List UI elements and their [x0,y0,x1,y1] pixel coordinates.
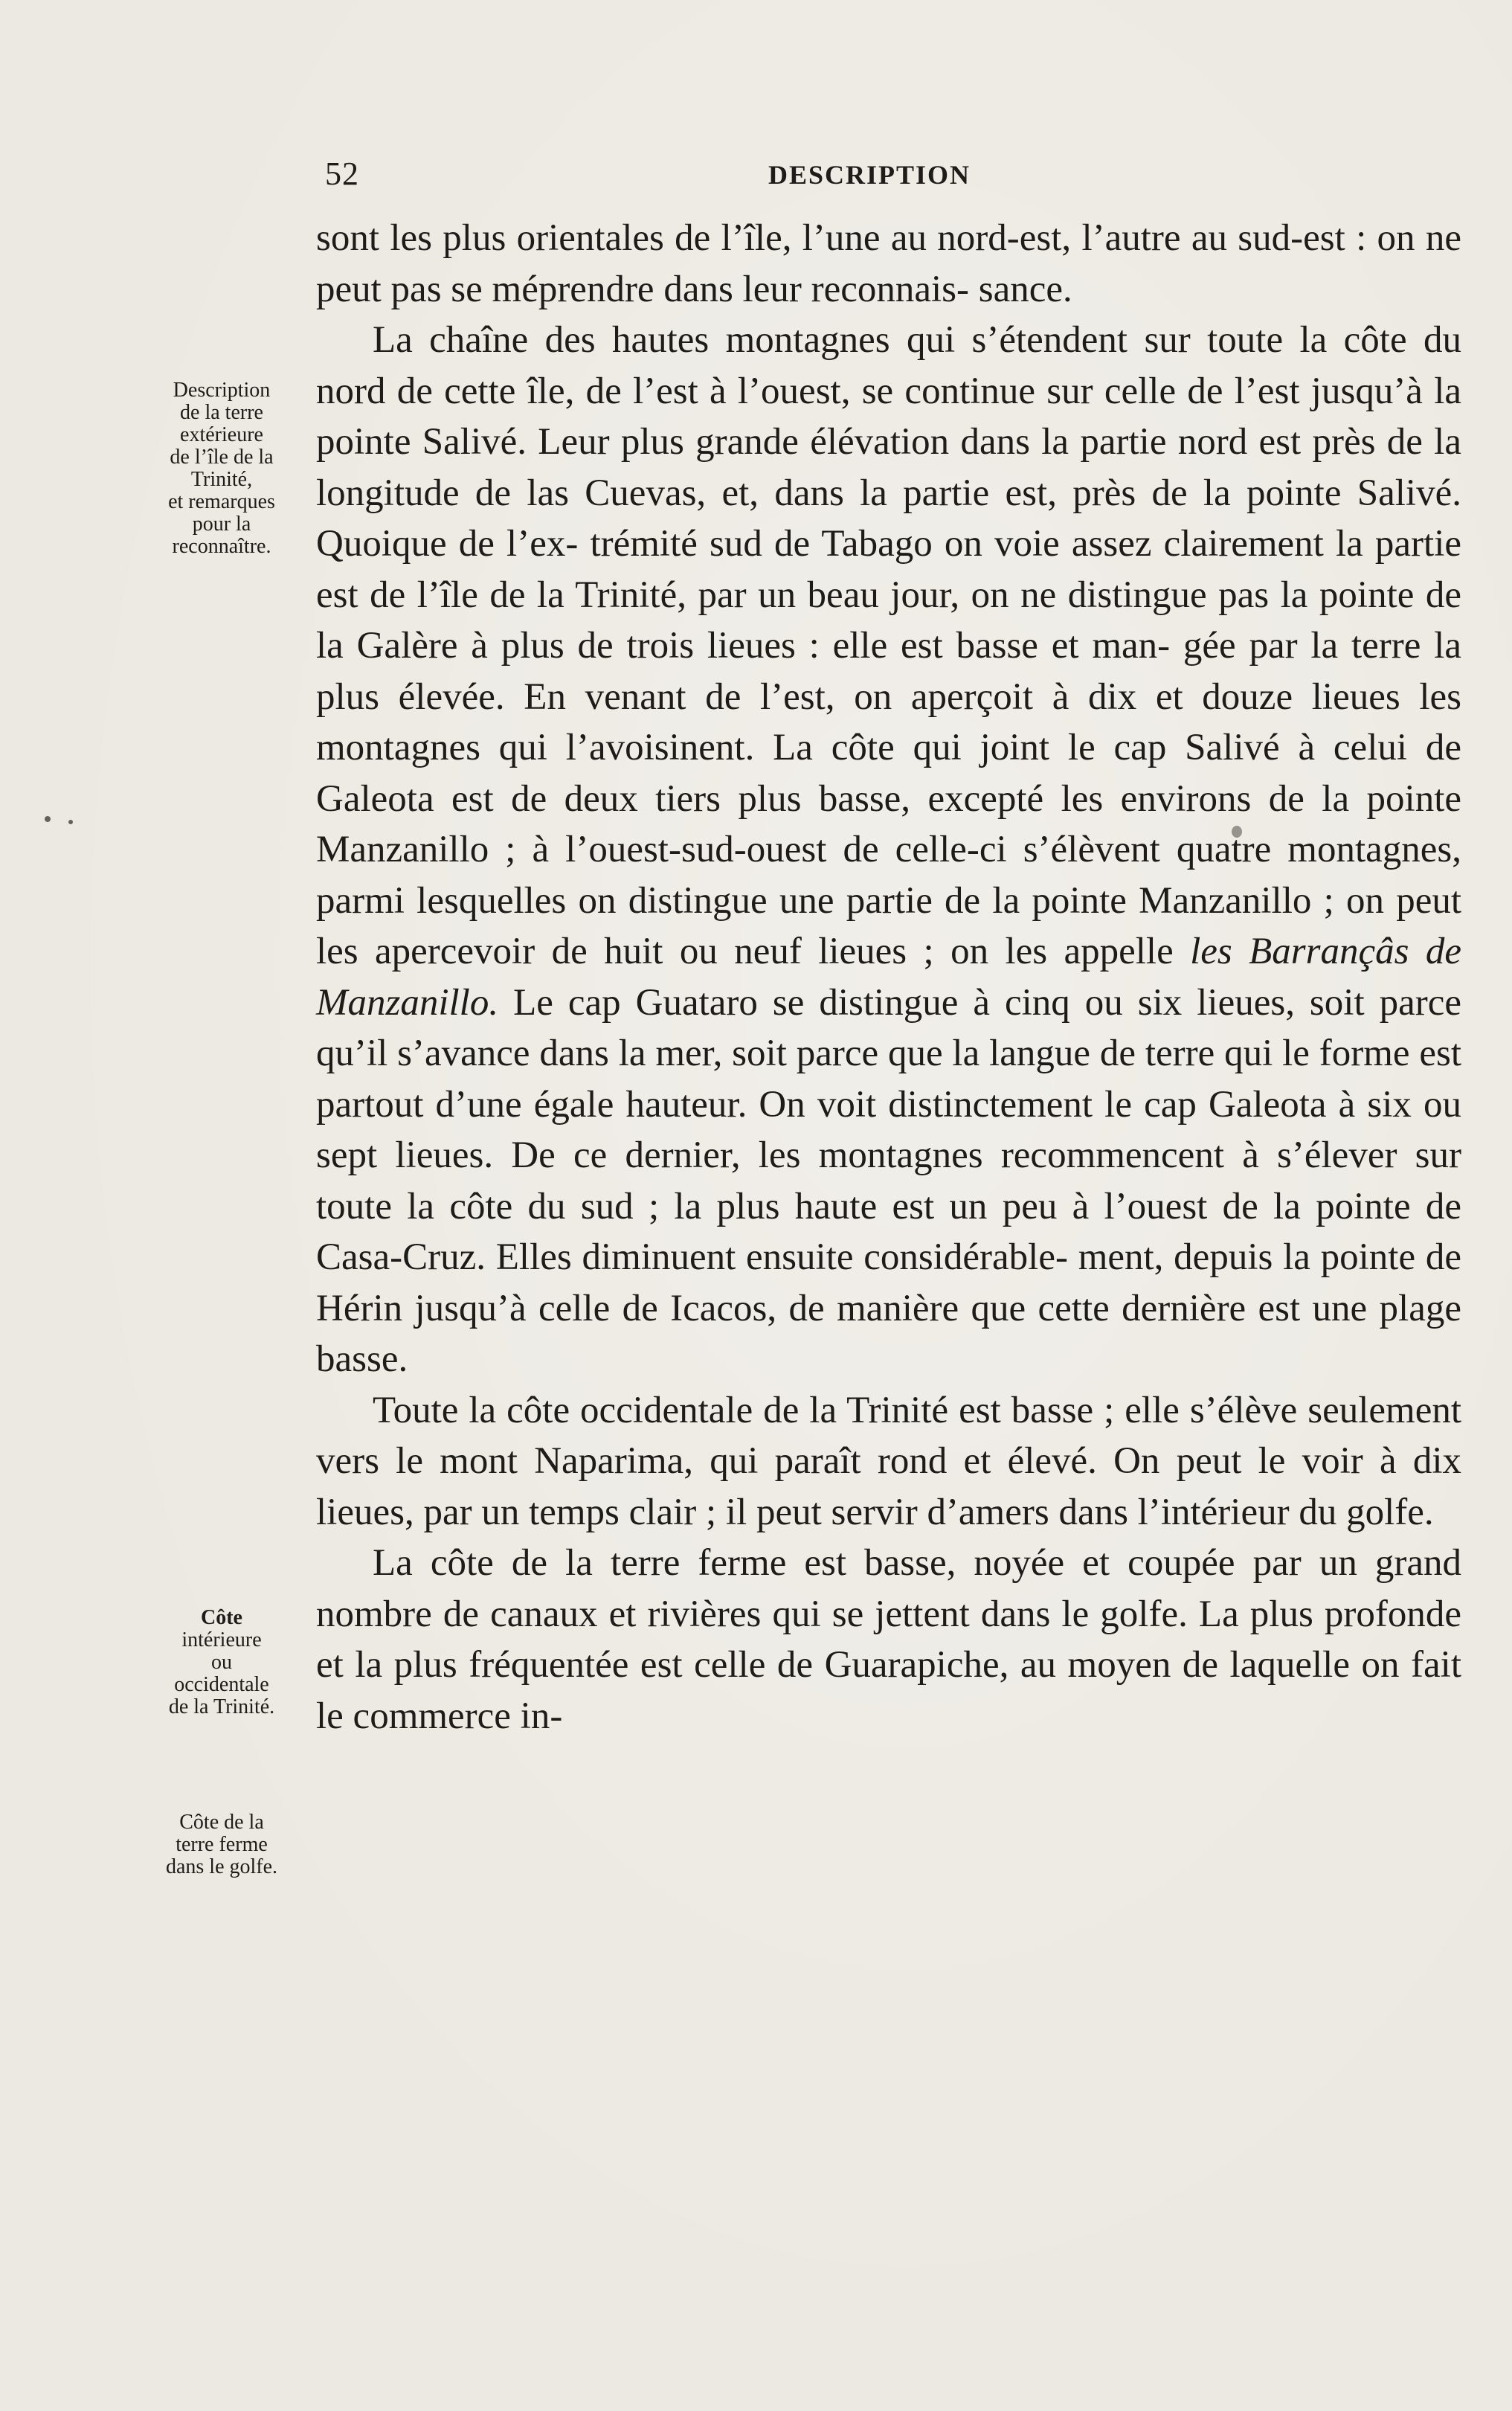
sidenote-line: Côte de la [179,1811,264,1834]
print-speck [68,820,73,824]
paragraph-1 [316,213,1461,315]
sidenote-line: de la Trinité. [168,1695,275,1718]
text-line: dans la partie est, près de la pointe Salivé. Quoique de l’ex- [316,472,1461,565]
text-line: La chaîne des hautes montagnes qui s’étendent sur toute la [373,319,1344,361]
paragraph-3 [316,1385,1461,1538]
sidenote-line: ou [211,1651,232,1674]
text-line: Le cap Guataro se distingue à [498,981,1005,1024]
text-line: seulement vers le mont Naparima, qui paraît rond et élevé. [316,1389,1461,1482]
text-line: lieues. De ce dernier, les montagnes recommencent à s’élever [395,1134,1415,1176]
sidenote-description [132,379,311,558]
text-line: lesquelles on distingue une partie de la pointe Manzanillo ; on [416,879,1397,922]
sidenote-line: dans le golfe. [165,1855,278,1878]
print-speck [1232,826,1242,838]
text-line: sud-est : on ne peut pas se méprendre dans leur reconnais- [316,217,1461,310]
paragraph-2 [316,315,1461,1385]
sidenote-line: de l’île de la [170,446,274,469]
text-line: la pointe de Casa-Cruz. Elles diminuent ensuite considérable- [316,1185,1462,1278]
text-line: pointe de la Galère à plus de trois lieues : elle est basse et man- [316,574,1461,667]
sidenote-cote-interieure [132,1607,311,1718]
text-line: côte du nord de cette île, de l’est à l’ouest, se continue sur celle [316,319,1461,412]
text-line: sur toute la côte du sud ; la plus haute est un peu à l’ouest de [316,1134,1461,1227]
sidenote-line: Côte [201,1606,242,1629]
sidenote-line: occidentale [174,1673,269,1696]
text-line: plus basse, excepté les environs de la pointe Manzanillo ; à [316,777,1461,870]
text-line: parce que la langue de terre qui le forme est partout d’une égale [316,1033,1461,1126]
sidenote-line: de la terre [180,401,263,424]
body-text [316,213,1461,1741]
paragraph-4 [316,1538,1461,1741]
text-line: La côte de la terre ferme est basse, noyée et coupée par [373,1542,1319,1584]
text-line: le golfe. La plus profonde et la plus fréquentée est celle de [316,1593,1461,1686]
text-line: un grand nombre de canaux et rivières qui se jettent dans [316,1542,1462,1635]
text-line: peut les apercevoir de huit ou neuf lieues ; on les appelle [316,879,1461,972]
sidenote-line: pour la [192,513,251,536]
text-line: dans la partie nord est près de la longitude de las Cuevas, et, [316,421,1461,514]
sidenote-line: intérieure [181,1628,262,1651]
text-line: trémité sud de Tabago on voie assez clairement la partie est [316,523,1462,616]
text-line: cinq ou six lieues, soit parce qu’il s’avance dans la mer, soit [316,981,1462,1074]
sidenote-terre-ferme [132,1811,311,1878]
italic-place-name: les Barrançâs de Manzanillo. [316,931,1461,1024]
running-title: DESCRIPTION [768,160,971,190]
sidenote-line: Trinité, [190,468,253,491]
text-line: ment, depuis la pointe de Hérin jusqu’à celle de Icacos, de [316,1236,1461,1329]
text-line: gée par la terre la plus élevée. En venant de l’est, on aperçoit [316,625,1461,718]
print-speck [45,816,51,822]
text-line: d’amers dans l’intérieur du golfe. [927,1491,1434,1533]
text-line: sont les plus orientales de l’île, l’une au nord-est, l’autre au [316,217,1238,259]
text-line: hauteur. On voit distinctement le cap Galeota à six ou sept [316,1083,1461,1176]
text-line: de l’est jusqu’à la pointe Salivé. Leur plus grande élévation [316,370,1461,463]
text-line: de l’île de la Trinité, par un beau jour, on ne distingue pas la [370,574,1319,616]
text-line: On peut le voir à dix lieues, par un temps clair ; il peut servir [316,1440,1461,1533]
text-line: sance. [978,268,1072,310]
text-line: Guarapiche, au moyen de laquelle on fait le commerce in- [316,1644,1461,1737]
text-line: Toute la côte occidentale de la Trinité est basse ; elle s’élève [373,1389,1308,1431]
sidenote-line: Description [173,379,271,402]
text-line: manière que cette dernière est une plage basse. [316,1287,1462,1380]
running-head [316,155,1461,199]
sidenote-line: et remarques [168,490,275,513]
text-line: qui joint le cap Salivé à celui de Galeota est de deux tiers [316,727,1462,820]
sidenote-line: terre ferme [176,1833,268,1856]
sidenote-line: reconnaître. [172,535,271,558]
text-line: l’ouest-sud-ouest de celle-ci s’élèvent quatre montagnes, parmi [316,829,1461,922]
page-number: 52 [325,155,359,192]
text-line: à dix et douze lieues les montagnes qui l’avoisinent. La côte [316,675,1461,768]
sidenote-line: extérieure [180,423,263,446]
